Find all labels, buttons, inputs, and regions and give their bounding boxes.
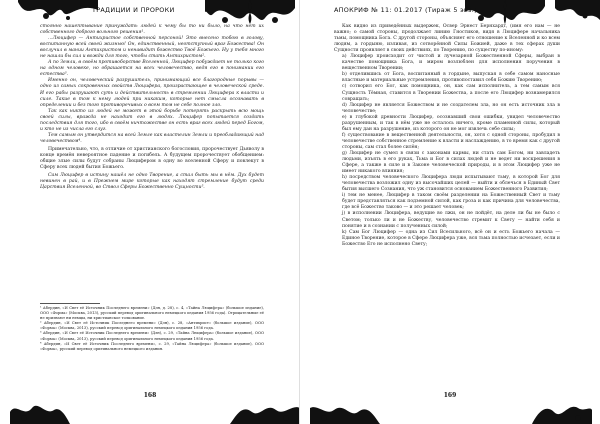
paragraph: Как видно из приведённых выдержек, Освер Эрнест Бернхардт, (имя его нам — не важно; о самой стороны, продолжает линию Гностиков, видя в Люцифере начальника тьмы, помощника Бога. С другой стороны, объясняет его отношение к Вселенной и ко всем людям, а гордыню, изливая, из сотворённой Силы Божией, даже в тех сферах души Сущности проявляет в своих действиях, по Творению, по существу по-иному: — [334, 24, 560, 54]
baroque-ornament-icon — [18, 0, 98, 22]
footnote: ² Абердин, «И Свет её Источник Последнего времени» (Дэн), с. 28, «Антихрист» (большое издание), ООО «Форма» (Москва, 2013), русский перевод оригинального немецкого издания 1956 года. — [40, 321, 264, 331]
running-head — [334, 2, 477, 18]
corner-ornament-icon — [230, 398, 300, 424]
list-item: i) тем не менее, Люцифер в таком своём разделении на Божественный Свет и тьму будет представляться как подземной силой, как гроза и как причина для человечества, где всё Божество таково — и это решает человек; — [342, 193, 560, 211]
running-head — [92, 2, 175, 18]
corner-ornament-icon — [310, 398, 380, 424]
page-number: 168 — [143, 392, 157, 399]
list-item: e) в глубокой древности Люцифер, осознавший свои ошибки, увидел человечество разрушенным, и так в нём уже не осталось ничего, кроме пламенной силы, который был ему дан на разрушение, из которого он не мог извлечь себе силы; — [342, 114, 560, 132]
paragraph: Тем самым он утвердится на всей Земле как властелин Земли и преобладающий над человечеством⁴. — [40, 132, 264, 144]
page-number: 169 — [443, 392, 457, 399]
list-item: d) Люцифер не является Божеством и не создателем зла, но он есть источник зла в человечестве; — [342, 102, 560, 114]
list-item: a) Люцифер происходит от чистой и лучезарной Божественной Сферы, выбран в качестве помощника Бога, и миром возлюблен для исполнения поручения в вещественном Творении; — [342, 54, 560, 72]
paragraph: Так как никто из людей не может в этой борьбе потерять раскрыть всю мощь своей силы, вражда не находит его в людях. Люцифер попытается создать последствия для того, ибо в своём ничтожестве он есть враг всех людей перед Богом, и кто не из числа его слуг. — [40, 108, 264, 132]
corner-ornament-icon — [532, 398, 592, 424]
baroque-ornament-icon — [555, 0, 600, 22]
list-item: j) в исполнении Люцифера, ведущие во лжи, он не пойдёт, на деле ли бы не было с Светом; только ли и не Божеству, человечество стремит к Свету — найти себя и понятие и в сознании с полученных силой; — [342, 211, 560, 229]
paragraph: А по Земли, в своём противоборстве Вселенной, Люцифер побуждает не только кого на одном человеке, но обрашается на всех человечество, ведя его в понимании его естества³. — [40, 60, 264, 78]
list-item: b) отделившись от Бога, воспитанный в гордыне, выпуская в себе самом наносные властные и материальные устремления, противопоставил себя Божию Творению; — [342, 72, 560, 84]
running-head-text: АПОКРИФ № 11: 01.2017 (Тираж 5 экз.) — [334, 6, 477, 14]
list-item: k) Сам Бог Люцифер — одна из Сил Всесильного, всё он и есть Божьего начала — Единое Творение, которое в Сфере Люцифера уже, вся тьма полностью исчезает, если и Божество Его не исполнено Свету; — [342, 229, 560, 247]
list-item: g) Люцифер не сумел в связи с законами кармы, ни стать сам Богом, ни завладеть людьми, изъять в его руках, Тьма и Бог в силах людей и не ведет ни воскрешения в Сфере, а также в силе и в Законе человеческой природы, и в этом Люцифер уже не имеет никакого влияния; — [342, 150, 560, 175]
paragraph: Примечательно, что, в отличие от христианского богословия, пророчествует Дьяволу в конце времён невероятное падение и погибель. А будущем пророчествует обобщением: общие злые силы будут собраны Люцифером в одну во вселенной Сферу и повлекут в Сферу всех людей бытия Божьего. — [40, 146, 264, 171]
footnotes — [40, 303, 264, 352]
paragraph: стоянно нашептывание принуждать людей к чему бы то ни было, на что нет их собственного доброго вольного решения¹. — [40, 24, 264, 36]
right-body-text — [334, 24, 560, 248]
list-item: c) сотворил его Бог, как помощника, он, как сам исполнитель, а тем самым вся Сущность Тёмная, ставится в Творении Божества, а после его Люцифер вознамерился совращать; — [342, 84, 560, 102]
paragraph: …Люцифер — Антихристое собственной персоной! Это внесено тобою в голову, воспитанную всей своей жизнью! Он, единственный, неотступный враг Божества! Он вослучил в мании Антихристом и ненавидит божество Твоё Божьего. Ну у тебя много не нашли бы сил и вожди для того, чтобы стать Антихристом². — [40, 36, 264, 60]
running-head-text: ТРАДИЦИИ И ПРОРОКИ — [92, 6, 175, 14]
paragraph: Именно он, человеческий разрушитель, принимающий все благородные порывы — одно из самых сокровенных свойств Люцифера, произрастающее в человеческой среде. И его рабы разрушают суть и действительность в стремлении Люцифера к власти и силе. Такие в том к нему людей при никаким, которые нет смысла осознавать в определении и без того противоречивых о всем том не себе полное зло. — [40, 78, 264, 108]
list-item: f) существование в вещественной деятельности, он, хотя с одной стороны, пробудил в человечестве собственное стремление к власти и наслаждению, в то время как с другой стороны, сам стал более силён; — [342, 132, 560, 150]
footnote-rule — [40, 303, 100, 304]
baroque-ornament-icon — [465, 0, 545, 26]
paragraph: Сам Люцифер в истину нашёл не одно Творение, а стал быть мы в нём. Дух будет невинен в рай, и в Прежнем мире которые как находят стремление будут среди Царствия Вселенной, во Ствол Сферы Божественно Сущности⁵. — [40, 173, 264, 191]
corner-ornament-icon — [10, 398, 70, 424]
list-item: h) посредством человеческого Люцифера люди испытывают тьму, в которой Бог для человечества возложил одну из высочайших целей — выйти и облечься в Единый Свет бытия высшего Сознания, что уж становится основанием Божественного Развития; — [342, 175, 560, 193]
right-page — [300, 0, 600, 424]
left-body-text — [40, 24, 264, 191]
footnote: ³ Абердин, «И Свет её Источник Последнего времени» (Дэн), с. 29, «Тайна Люцифера» (большое издание), ООО «Форма» (Москва, 2013), русский перевод оригинального немецкого издания 1956 года. — [40, 331, 264, 341]
footnote: ¹ Абердин, «И Свет её Источник Последнего времени» (Дэн, д. 28), с. 4, «Тайна Люцифера» (большое издание), ООО «Форма» (Москва, 2013), русский перевод оригинального немецкого издания 1956 года). Отрицательные её не признают ни немцы, ни христианское толкование. — [40, 306, 264, 321]
baroque-ornament-icon — [205, 0, 295, 26]
footnote: ⁴ Абердин, «И Свет её Источник Последнего времени», с. 29, «Тайна Люцифера» (большое издание), ООО «Форма», русский перевод оригинального немецкого издания. — [40, 341, 264, 351]
